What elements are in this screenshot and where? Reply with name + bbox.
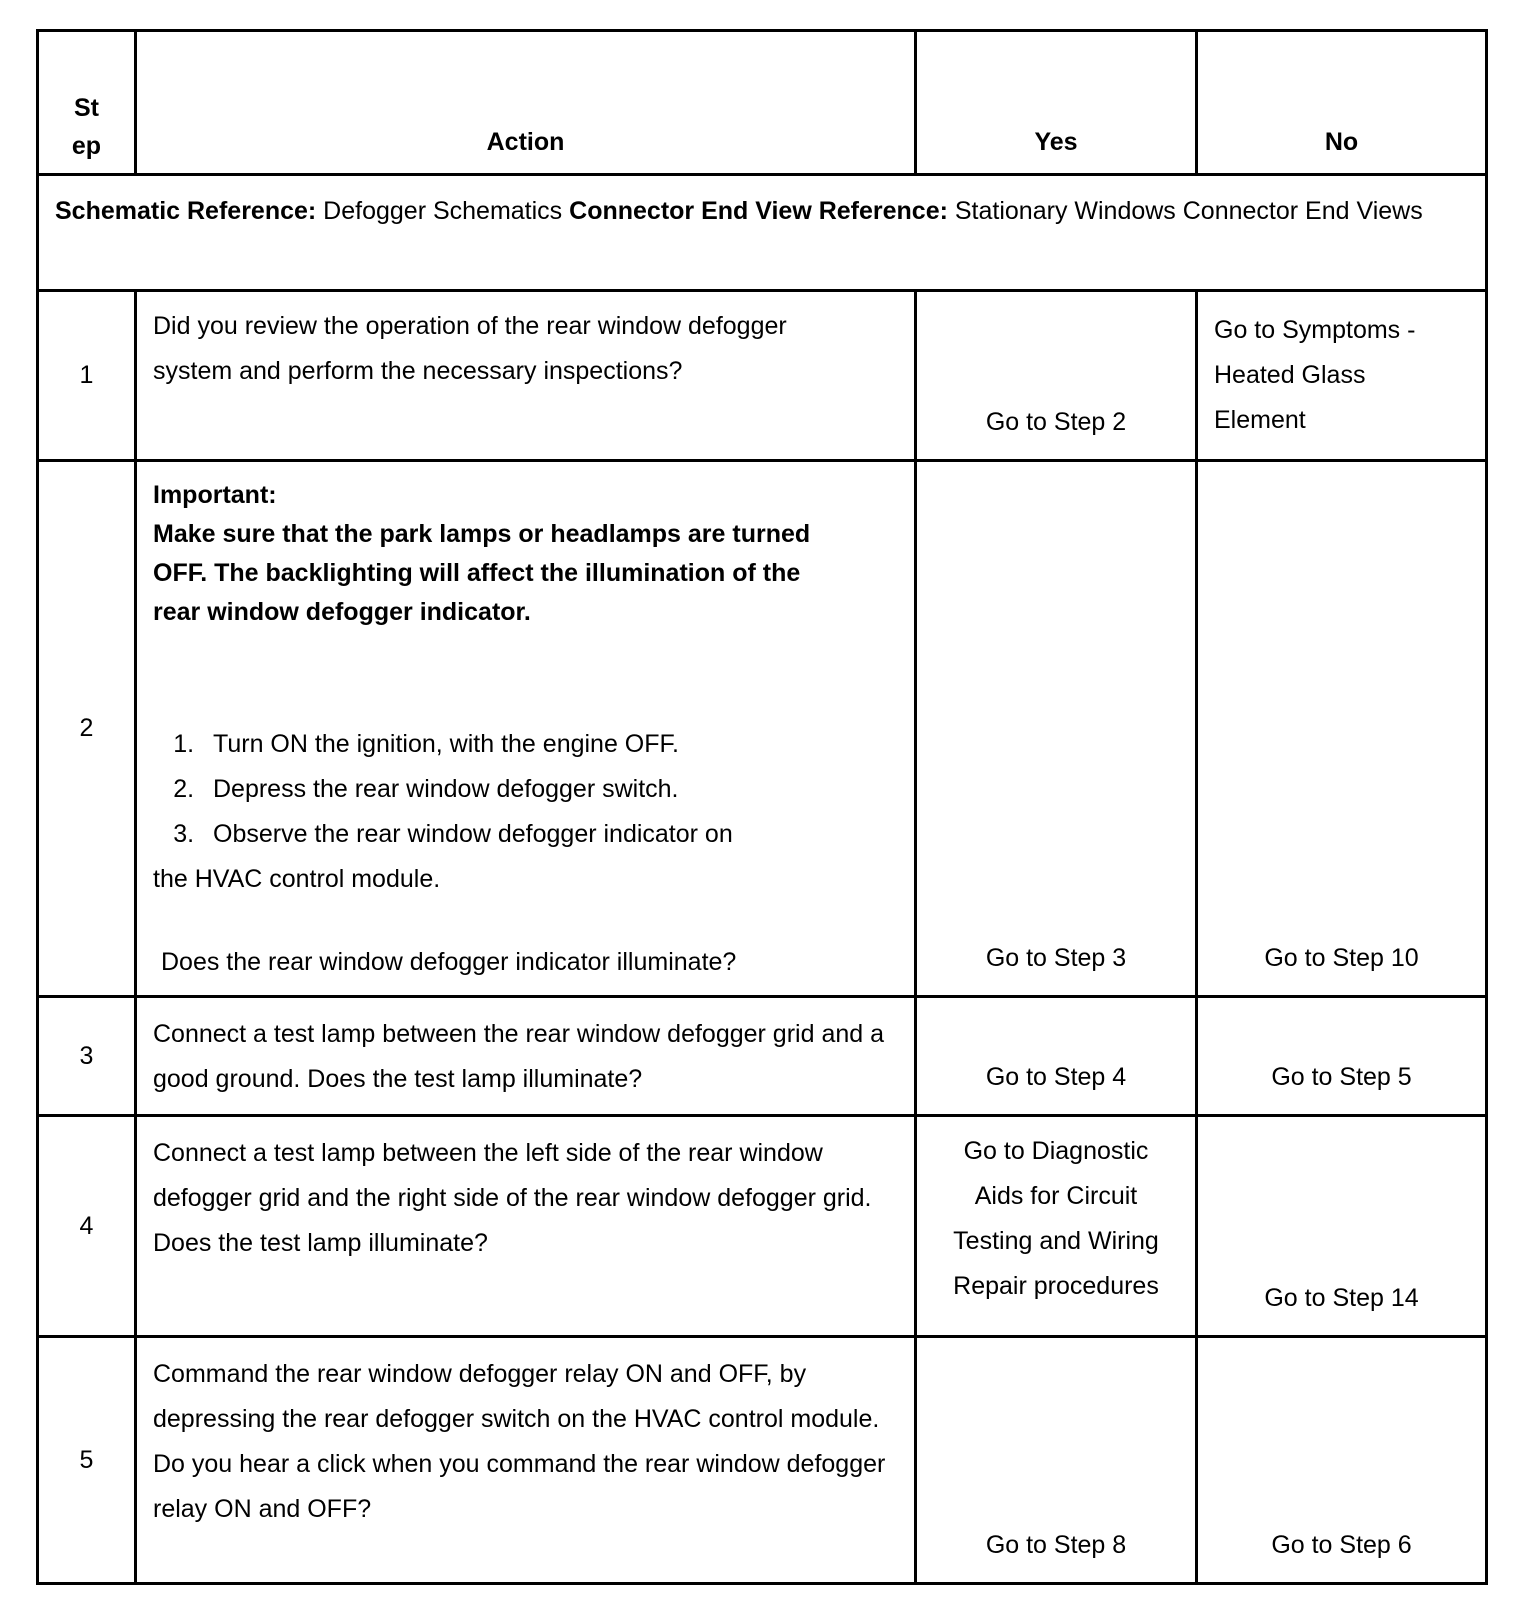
diagnostic-table (36, 29, 1488, 1585)
table-row (38, 291, 1487, 461)
action-cell (136, 461, 916, 997)
action-text: Connect a test lamp between the rear window defogger grid and a good ground. Does the test lamp illuminate? (136, 997, 916, 1116)
table-row (38, 1116, 1487, 1337)
yes-result: Go to Step 4 (916, 997, 1197, 1116)
important-label: Important: (153, 481, 277, 509)
no-header: No (1197, 31, 1487, 175)
yes-result: Go to Step 8 (916, 1337, 1197, 1584)
step-number: 3 (38, 997, 136, 1116)
table-row (38, 461, 1487, 997)
header-row (38, 31, 1487, 175)
step-header: St ep (38, 31, 136, 175)
action-header: Action (136, 31, 916, 175)
list-item: 2. Depress the rear window defogger switch. (201, 767, 898, 812)
action-text: Did you review the operation of the rear window defogger system and perform the necessary inspections? (136, 291, 916, 461)
procedure-list (153, 722, 898, 857)
connector-reference-value: Stationary Windows Connector End Views (947, 197, 1423, 225)
step-number: 4 (38, 1116, 136, 1337)
schematic-reference-label: Schematic Reference: (55, 197, 317, 225)
no-result: Go to Symptoms - Heated Glass Element (1197, 291, 1487, 461)
list-item: 1. Turn ON the ignition, with the engine OFF. (201, 722, 898, 767)
yes-result: Go to Step 2 (916, 291, 1197, 461)
list-item: 3. Observe the rear window defogger indicator on (201, 812, 898, 857)
table-row (38, 1337, 1487, 1584)
step-number: 5 (38, 1337, 136, 1584)
yes-result: Go to Step 3 (916, 461, 1197, 997)
action-text: Connect a test lamp between the left side of the rear window defogger grid and the right side of the rear window defogger grid. Does the test lamp illuminate? (136, 1116, 916, 1337)
no-result: Go to Step 14 (1197, 1116, 1487, 1337)
yes-result: Go to Diagnostic Aids for Circuit Testing and Wiring Repair procedures (916, 1116, 1197, 1337)
no-result: Go to Step 6 (1197, 1337, 1487, 1584)
question-text: Does the rear window defogger indicator illuminate? (161, 948, 737, 976)
step-number: 1 (38, 291, 136, 461)
connector-reference-label: Connector End View Reference: (569, 197, 948, 225)
table-row (38, 997, 1487, 1116)
step-number: 2 (38, 461, 136, 997)
no-result: Go to Step 5 (1197, 997, 1487, 1116)
procedure-continuation: the HVAC control module. (153, 865, 441, 893)
schematic-reference-value: Defogger Schematics (316, 197, 570, 225)
reference-cell (38, 175, 1487, 291)
yes-header: Yes (916, 31, 1197, 175)
no-result: Go to Step 10 (1197, 461, 1487, 997)
reference-row (38, 175, 1487, 291)
important-note: Make sure that the park lamps or headlamps are turned OFF. The backlighting will affect the illumination of the rear window defogger indicator. (153, 520, 811, 626)
action-text: Command the rear window defogger relay ON and OFF, by depressing the rear defogger switch on the HVAC control module. Do you hear a click when you command the rear window defogger relay ON and OFF? (136, 1337, 916, 1584)
